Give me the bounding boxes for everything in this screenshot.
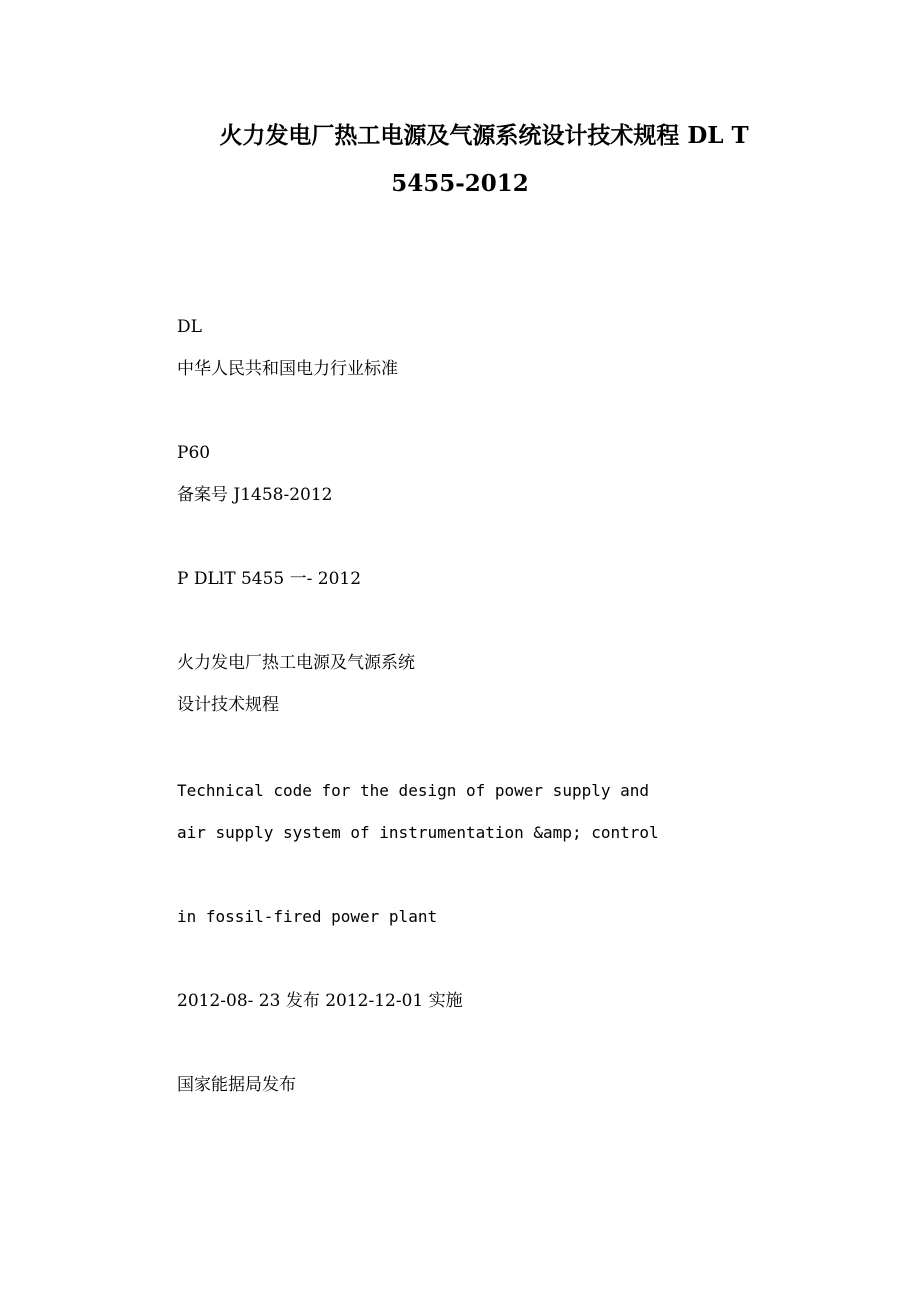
- standard-category: 中华人民共和国电力行业标准: [177, 359, 398, 379]
- chinese-title-line-1: 火力发电厂热工电源及气源系统: [177, 653, 415, 673]
- standard-number: P DLlT 5455 一- 2012: [177, 569, 362, 589]
- issuing-authority: 国家能据局发布: [177, 1075, 296, 1095]
- english-title-line-2: air supply system of instrumentation &amp; control: [177, 823, 659, 842]
- classification-code: P60: [177, 443, 211, 463]
- english-title-line-1: Technical code for the design of power supply and: [177, 781, 650, 800]
- record-number: 备案号 J1458-2012: [177, 485, 333, 505]
- issue-implementation-dates: 2012-08- 23 发布 2012-12-01 实施: [177, 991, 463, 1011]
- chinese-title-line-2: 设计技术规程: [177, 695, 279, 715]
- standard-prefix: DL: [177, 317, 202, 337]
- document-title-line-2: 5455-2012: [391, 170, 529, 197]
- english-title-line-3: in fossil-fired power plant: [177, 907, 438, 926]
- document-title-line-1: 火力发电厂热工电源及气源系统设计技术规程 DL T: [219, 122, 749, 149]
